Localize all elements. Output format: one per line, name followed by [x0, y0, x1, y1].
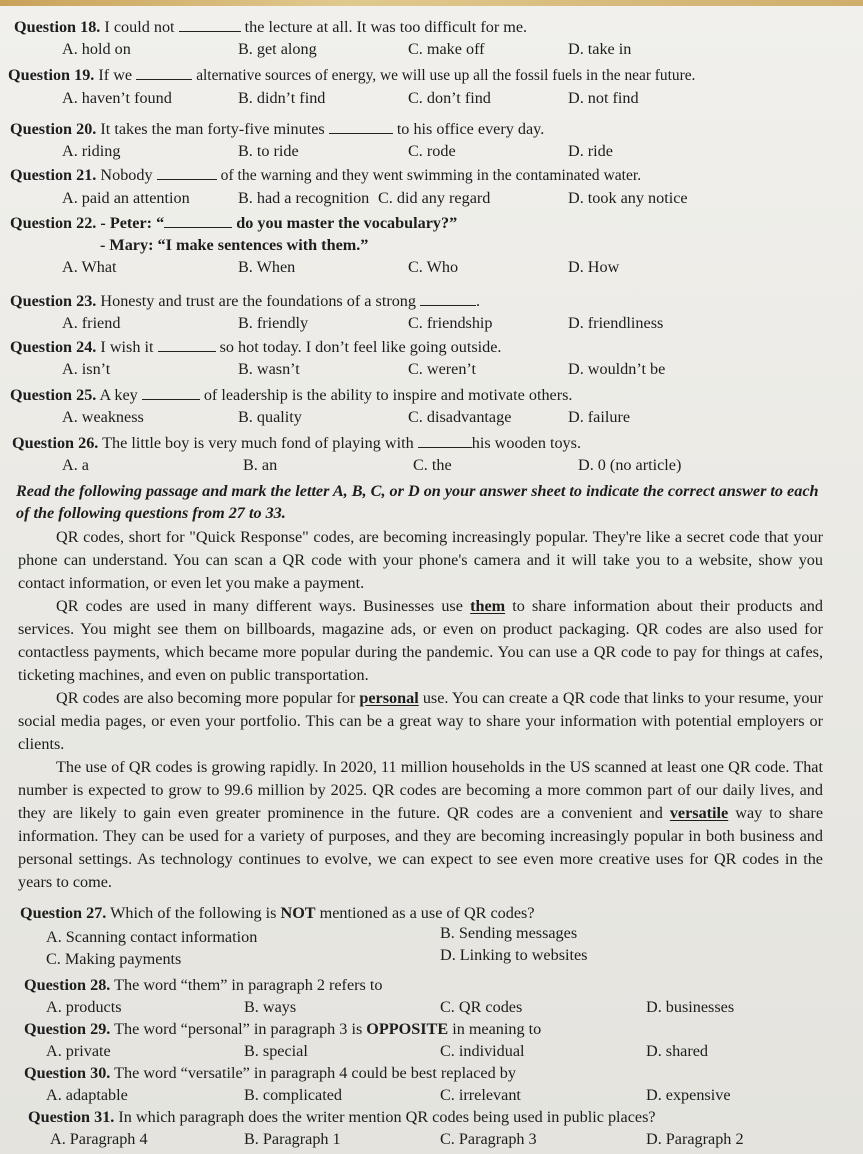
option-a: A. haven’t found — [62, 89, 172, 107]
option-b: B. friendly — [238, 314, 309, 332]
question-number: Question 22. — [10, 214, 97, 232]
option-d: D. failure — [568, 408, 631, 426]
question-stem: The word “them” in paragraph 2 refers to — [114, 976, 383, 994]
question-stem: The word “personal” in paragraph 3 is — [114, 1020, 363, 1038]
question-number: Question 24. — [10, 338, 97, 356]
question-number: Question 20. — [10, 120, 97, 138]
question-number: Question 29. — [24, 1020, 111, 1038]
option-c: C. individual — [440, 1042, 525, 1060]
answer-blank — [418, 433, 472, 448]
question-19 — [0, 64, 863, 109]
question-stem: I wish it — [100, 338, 154, 356]
question-29 — [0, 1018, 863, 1062]
option-a: A. What — [62, 258, 117, 276]
option-a: A. riding — [62, 142, 121, 160]
option-c: C. irrelevant — [440, 1086, 521, 1104]
option-a: A. hold on — [62, 40, 131, 58]
option-a: A. isn’t — [62, 360, 111, 378]
answer-blank — [164, 213, 232, 228]
option-a: A. Scanning contact information — [46, 928, 258, 946]
option-d: D. take in — [568, 40, 632, 58]
question-stem: A key — [99, 386, 138, 404]
answer-blank — [157, 165, 217, 180]
question-31 — [0, 1106, 863, 1150]
question-number: Question 21. — [10, 166, 97, 184]
option-b: B. didn’t find — [238, 89, 326, 107]
question-stem-end: of the warning and they went swimming in the contaminated water. — [220, 167, 642, 184]
option-d: D. took any notice — [568, 189, 688, 207]
question-stem: Honesty and trust are the foundations of a strong — [100, 292, 416, 310]
question-number: Question 18. — [14, 18, 101, 36]
question-30 — [0, 1062, 863, 1106]
question-stem-end: do you master the vocabulary?” — [236, 214, 458, 232]
reading-passage — [18, 526, 823, 894]
answer-blank — [179, 17, 241, 32]
question-stem-end: to his office every day. — [396, 120, 545, 138]
question-stem: If we — [98, 66, 133, 84]
option-b: B. Sending messages — [440, 924, 578, 942]
option-b: B. had a recognition — [238, 189, 370, 207]
question-24 — [0, 336, 863, 380]
question-number: Question 26. — [12, 434, 99, 452]
question-number: Question 25. — [10, 386, 97, 404]
underlined-word-them: them — [470, 597, 506, 615]
option-c: C. disadvantage — [408, 408, 512, 426]
option-b: B. an — [243, 456, 278, 474]
question-stem: Nobody — [100, 166, 153, 184]
options-row — [0, 1128, 863, 1150]
option-d: D. Linking to websites — [440, 946, 588, 964]
question-25 — [0, 384, 863, 428]
option-d: D. not find — [568, 89, 639, 107]
option-d: D. shared — [646, 1042, 709, 1060]
option-d: D. ride — [568, 142, 613, 160]
question-number: Question 27. — [20, 904, 107, 922]
option-d: D. friendliness — [568, 314, 664, 332]
option-c: C. weren’t — [408, 360, 477, 378]
option-a: A. Paragraph 4 — [50, 1130, 148, 1148]
question-stem-end: of leadership is the ability to inspire and motivate others. — [203, 386, 573, 404]
option-a: A. weakness — [62, 408, 144, 426]
question-stem-end: his wooden toys. — [471, 434, 581, 452]
options-row-2 — [0, 946, 863, 968]
paragraph-4-start: The use of QR codes is growing rapidly. In 2020, 11 million households in the US scanned at least one QR code. That number is expected to grow to 99.6 million by 2025. QR codes are becoming a more common part of our daily lives, and they are likely to gain even greater prominence in the future. QR codes are a convenient and — [18, 758, 823, 822]
answer-blank — [329, 119, 393, 134]
question-stem-end: the lecture at all. It was too difficult for me. — [244, 18, 528, 36]
options-row — [0, 454, 863, 476]
question-20 — [0, 118, 863, 162]
paragraph-1: QR codes, short for "Quick Response" codes, are becoming increasingly popular. They're like a secret code that your phone can understand. You can scan a QR code with your phone's camera and it will take you to a website, show you contact information, or even let you make a payment. — [18, 528, 823, 592]
option-b: B. wasn’t — [238, 360, 300, 378]
option-b: B. quality — [238, 408, 302, 426]
paragraph-2-end: to share information about their products and services. You might see them on billboards, magazine ads, or even on product packaging. QR codes are also used for contactless payments, which became more popular during the pandemic. You can use a QR code to pay for things at cafes, ticketing machines, and even on public transportation. — [18, 597, 823, 684]
question-23 — [0, 290, 863, 334]
question-27 — [0, 902, 863, 968]
option-d: D. businesses — [646, 998, 735, 1016]
answer-blank — [420, 291, 476, 306]
option-a: A. adaptable — [46, 1086, 128, 1104]
question-stem: Which of the following is — [110, 904, 277, 922]
question-stem: I could not — [104, 18, 175, 36]
paragraph-2-start: QR codes are used in many different ways. Businesses use — [56, 597, 463, 615]
question-number: Question 30. — [24, 1064, 111, 1082]
question-stem-end: . — [476, 292, 481, 310]
options-row — [0, 87, 863, 109]
paragraph-2 — [18, 595, 823, 687]
options-row — [0, 256, 863, 278]
option-d: D. Paragraph 2 — [646, 1130, 744, 1148]
top-edge — [0, 0, 863, 6]
option-c: C. friendship — [408, 314, 493, 332]
question-number: Question 31. — [28, 1108, 115, 1126]
question-number: Question 19. — [8, 66, 95, 84]
options-row — [0, 38, 863, 60]
question-stem: It takes the man forty-five minutes — [100, 120, 325, 138]
options-row — [0, 996, 863, 1018]
paragraph-4 — [18, 756, 823, 894]
question-stem-end: alternative sources of energy, we will use up all the fossil fuels in the near future. — [196, 67, 696, 84]
option-b: B. get along — [238, 40, 317, 58]
options-row — [0, 1084, 863, 1106]
options-row — [0, 406, 863, 428]
question-28 — [0, 974, 863, 1018]
option-c: C. Paragraph 3 — [440, 1130, 537, 1148]
option-d: D. 0 (no article) — [578, 456, 682, 474]
option-c: C. don’t find — [408, 89, 491, 107]
question-stem: In which paragraph does the writer mention QR codes being used in public places? — [118, 1108, 656, 1126]
paragraph-4-end: way to share information. They can be used for a variety of purposes, and they are becoming increasingly popular in both business and personal settings. As technology continues to evolve, we can expect to see even more creative uses for QR codes in the years to come. — [18, 804, 824, 891]
reading-instruction: Read the following passage and mark the letter A, B, C, or D on your answer sheet to indicate the correct answer to each of the following questions from 27 to 33. — [16, 482, 819, 522]
option-b: B. complicated — [244, 1086, 342, 1104]
option-c: C. did any regard — [378, 189, 491, 207]
option-b: B. to ride — [238, 142, 299, 160]
dialogue-speaker-1: - Peter: “ — [100, 214, 165, 232]
question-stem: The little boy is very much fond of playing with — [102, 434, 414, 452]
option-a: A. friend — [62, 314, 121, 332]
option-a: A. a — [62, 456, 89, 474]
dialogue-speaker-2: - Mary: “I make sentences with them.” — [100, 236, 369, 254]
question-21 — [0, 164, 863, 209]
question-stem-end: in meaning to — [452, 1020, 542, 1038]
option-c: C. the — [413, 456, 452, 474]
question-number: Question 23. — [10, 292, 97, 310]
question-stem-end: so hot today. I don’t feel like going outside. — [219, 338, 502, 356]
question-stem: The word “versatile” in paragraph 4 could be best replaced by — [114, 1064, 516, 1082]
options-row — [0, 358, 863, 380]
underlined-word-versatile: versatile — [669, 804, 729, 822]
option-a: A. private — [46, 1042, 111, 1060]
question-stem-end: mentioned as a use of QR codes? — [319, 904, 535, 922]
option-a: A. paid an attention — [62, 189, 190, 207]
answer-blank — [142, 385, 200, 400]
option-b: B. ways — [244, 998, 297, 1016]
question-18 — [0, 16, 863, 60]
question-26 — [0, 432, 863, 476]
option-c: C. QR codes — [440, 998, 523, 1016]
option-d: D. expensive — [646, 1086, 731, 1104]
options-row-1 — [0, 924, 863, 946]
paragraph-3-end: use. You can create a QR code that links to your resume, your social media pages, or even your portfolio. This can be a great way to share your information with potential employers or clients. — [18, 689, 823, 753]
option-b: B. special — [244, 1042, 308, 1060]
options-row — [0, 312, 863, 334]
options-row — [0, 1040, 863, 1062]
question-number: Question 28. — [24, 976, 111, 994]
emphasis-not: NOT — [280, 904, 316, 922]
option-b: B. When — [238, 258, 296, 276]
underlined-word-personal: personal — [359, 689, 419, 707]
options-row — [0, 187, 863, 209]
answer-blank — [158, 337, 216, 352]
question-22 — [0, 212, 863, 278]
paragraph-3 — [18, 687, 823, 756]
option-c: C. make off — [408, 40, 485, 58]
option-d: D. How — [568, 258, 620, 276]
option-d: D. wouldn’t be — [568, 360, 666, 378]
emphasis-opposite: OPPOSITE — [366, 1020, 449, 1038]
option-c: C. Making payments — [46, 950, 182, 968]
answer-blank — [136, 65, 192, 80]
option-c: C. Who — [408, 258, 459, 276]
options-row — [0, 140, 863, 162]
option-b: B. Paragraph 1 — [244, 1130, 341, 1148]
option-c: C. rode — [408, 142, 456, 160]
option-a: A. products — [46, 998, 122, 1016]
paragraph-3-start: QR codes are also becoming more popular for — [56, 689, 356, 707]
